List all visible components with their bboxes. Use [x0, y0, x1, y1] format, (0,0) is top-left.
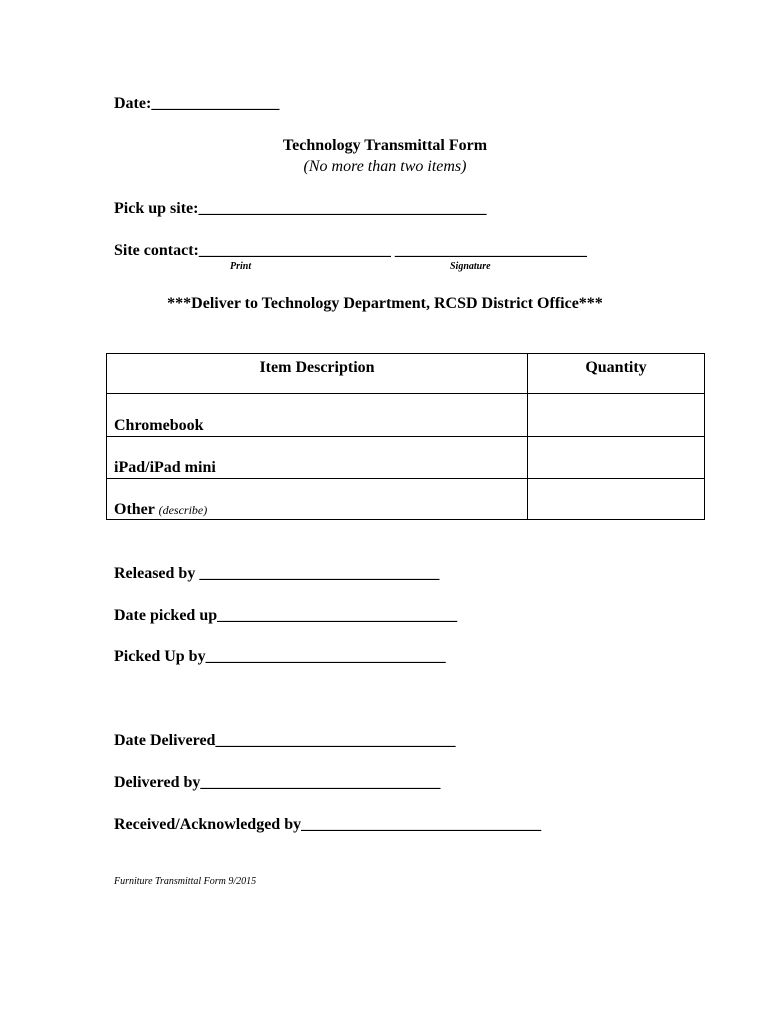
date-field: Date:________________	[114, 95, 280, 112]
table-row-divider	[107, 436, 704, 437]
date-picked-up-field: Date picked up______________________________	[114, 607, 458, 624]
released-by-field: Released by ______________________________	[114, 565, 440, 582]
delivered-by-field: Delivered by______________________________	[114, 774, 441, 791]
pickup-site-field: Pick up site:____________________________________	[114, 200, 487, 217]
received-acknowledged-by-field: Received/Acknowledged by______________________________	[114, 816, 542, 833]
table-row-divider	[107, 478, 704, 479]
delivery-instruction: ***Deliver to Technology Department, RCSD District Office***	[167, 295, 603, 312]
header-quantity: Quantity	[585, 359, 647, 376]
table-row-ipad: iPad/iPad mini	[114, 459, 216, 476]
footer-note: Furniture Transmittal Form 9/2015	[114, 876, 257, 887]
table-row-chromebook: Chromebook	[114, 417, 204, 434]
table-row-other	[114, 500, 207, 520]
items-table	[106, 353, 705, 520]
table-header-divider	[107, 393, 704, 394]
header-item-description: Item Description	[259, 359, 375, 376]
date-delivered-field: Date Delivered______________________________	[114, 732, 456, 749]
site-contact-field: Site contact:________________________ ________________________	[114, 242, 587, 259]
print-caption: Print	[230, 261, 252, 272]
other-describe-note: (describe)	[158, 503, 208, 517]
other-label: Other	[114, 501, 155, 518]
form-title: Technology Transmittal Form	[282, 137, 488, 154]
picked-up-by-field: Picked Up by______________________________	[114, 648, 446, 665]
signature-caption: Signature	[450, 261, 491, 272]
form-subtitle: (No more than two items)	[303, 158, 467, 175]
